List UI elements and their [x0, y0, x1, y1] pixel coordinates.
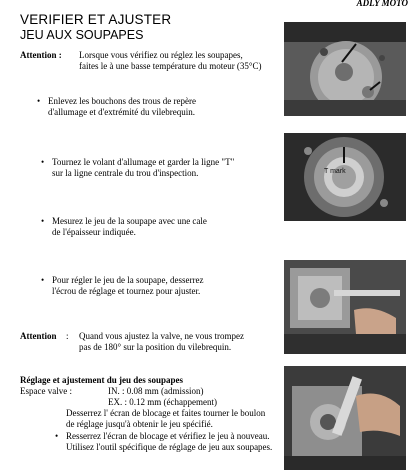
- adjust-para-line2: de réglage jusqu'à obtenir le jeu spécifié.: [66, 419, 213, 429]
- bullet-icon: •: [37, 96, 41, 106]
- step-1: [37, 96, 196, 118]
- photo-t-mark: [284, 133, 406, 221]
- photo-feeler-gauge: [284, 260, 406, 354]
- adjust-bullet-line1: Resserrez l'écran de blocage et vérifiez le jeu à nouveau.: [66, 431, 270, 441]
- bullet-icon: •: [41, 216, 45, 226]
- bullet-icon: •: [41, 157, 45, 167]
- attention-text-line2: faites le à une basse température du moteur (35°C): [79, 61, 262, 71]
- bullet-icon: •: [41, 275, 45, 285]
- valve-gap-label: Espace valve :: [20, 386, 72, 396]
- bullet-icon: •: [55, 431, 59, 441]
- t-mark-label: T mark: [324, 168, 346, 175]
- step-2-line2: sur la ligne centrale du trou d'inspection.: [52, 168, 199, 178]
- step-1-line2: d'allumage et d'extrémité du vilebrequin.: [48, 107, 195, 117]
- step-2-line1: Tournez le volant d'allumage et garder la ligne "T": [52, 157, 235, 167]
- adjust-bullet-line2: Utilisez l'outil spécifique de réglage de jeu aux soupapes.: [66, 442, 273, 452]
- attention-label: Attention :: [20, 50, 62, 60]
- step-4-line1: Pour régler le jeu de la soupape, desserrez: [52, 275, 204, 285]
- adjust-para-line1: Desserrez l' écran de blocage et faites tourner le boulon: [66, 408, 266, 418]
- step-4: [41, 275, 204, 297]
- photo-engine-cover: [284, 22, 406, 116]
- photo-adjust-tool: [284, 366, 406, 470]
- valve-ex-value: EX. : 0.12 mm (échappement): [108, 397, 217, 407]
- adjust-bullet: [55, 431, 273, 453]
- valve-in-value: IN. : 0.08 mm (admission): [108, 386, 204, 396]
- attention-text-line1: Lorsque vous vérifiez ou réglez les soupapes,: [79, 50, 243, 60]
- attention-2-line1: Quand vous ajustez la valve, ne vous trompez: [79, 331, 244, 341]
- page-subtitle: JEU AUX SOUPAPES: [20, 28, 144, 42]
- step-1-line1: Enlevez les bouchons des trous de repère: [48, 96, 196, 106]
- attention-2-line2: pas de 180° sur la position du vilebrequin.: [79, 342, 232, 352]
- adjust-heading: Réglage et ajustement du jeu des soupapes: [20, 375, 183, 385]
- attention-2-label: Attention: [20, 331, 57, 341]
- step-3: [41, 216, 207, 238]
- brand-label: ADLY MOTO: [356, 0, 408, 8]
- step-3-line2: de l'épaisseur indiquée.: [52, 227, 136, 237]
- step-2: [41, 157, 235, 179]
- attention-2-colon: :: [66, 331, 69, 341]
- page-title: VERIFIER ET AJUSTER: [20, 12, 172, 27]
- step-4-line2: l'écrou de réglage et tournez pour ajuster.: [52, 286, 201, 296]
- step-3-line1: Mesurez le jeu de la soupape avec une cale: [52, 216, 207, 226]
